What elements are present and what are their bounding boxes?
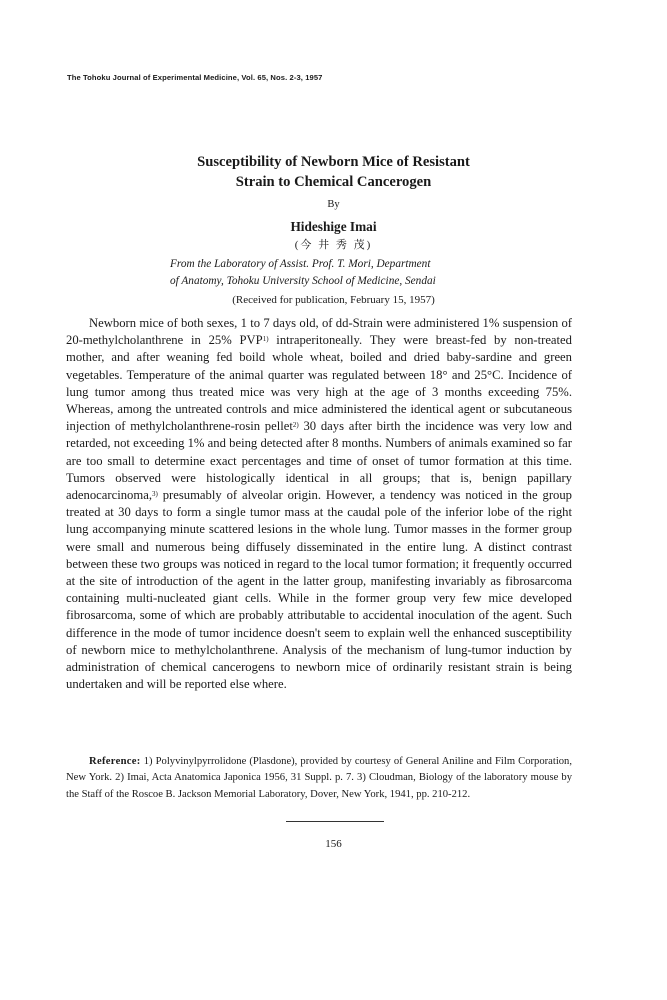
references xyxy=(66,754,572,803)
article-title xyxy=(0,152,667,192)
references-label: Reference: xyxy=(89,756,141,767)
footer-divider xyxy=(286,821,384,822)
title-line-2: Strain to Chemical Cancerogen xyxy=(235,174,432,190)
page-number: 156 xyxy=(325,838,342,850)
abstract-text-1: Newborn mice of both sexes, 1 to 7 days old, of dd-Strain were administered 1% suspension of 20-methylcholanthrene in 25% PVP xyxy=(66,316,572,348)
author-name: Hideshige Imai xyxy=(290,219,377,234)
affiliation xyxy=(170,256,570,290)
abstract-text-4: presumably of alveolar origin. However, a tendency was noticed in the group treated at 30 days to form a single tumor mass at the caudal pole of the inferior lobe of the right lung accompanying minute scattered lesions in the whole lung. Tumor masses in the former group were small and numerous being diffusely disseminated in the entire lung. A distinct contrast between these two groups was noticed in regard to the local tumor formation; it frequently occurred at the site of introduction of the agent in the latter group, manifesting invariably as fibrosarcoma containing multi-nucleated giant cells. While in the former group very few mice developed fibrosarcoma, some of which are probably attributable to accidental inoculation of the agent. Such difference in the mode of tumor incidence doesn't seem to explain well the enhanced susceptibility of newborn mice to methylcholanthrene. Analysis of the mechanism of lung-tumor induction by administration of chemical cancerogens to newborn mice of ordinarily resistant strain is being undertaken and will be reported else where. xyxy=(66,488,572,692)
footnote-marker-2: 2) xyxy=(292,421,299,430)
affiliation-line-2: of Anatomy, Tohoku University School of Medicine, Sendai xyxy=(170,275,436,287)
abstract-text-2: intraperitoneally. They were breast-fed by non-treated mother, and after weaning fed boild whole wheat, boiled and dried baby-sardine and green vegetables. Temperature of the animal quarter was regulated between 18° and 25°C. Incidence of lung tumor among thus treated mice was very high at the age of 3 months exceeding 75%. Whereas, among the untreated controls and mice administered the identical agent or subcutaneous injection of methylcholanthrene-rosin pellet xyxy=(66,333,572,434)
byline-by: By xyxy=(327,199,340,210)
abstract-paragraph xyxy=(66,315,572,693)
abstract-text-3: 30 days after birth the incidence was very low and retarded, not exceeding 1% and being detected after 8 months. Numbers of animals examined so far are too small to determine exact percentages and time of onset of tumor formation at this time. Tumors observed were histologically identical in all groups; that is, benign papillary adenocarcinoma, xyxy=(66,419,572,503)
title-line-1: Susceptibility of Newborn Mice of Resistant xyxy=(197,154,470,170)
affiliation-line-1: From the Laboratory of Assist. Prof. T. Mori, Department xyxy=(170,258,431,270)
author-name-japanese: (今 井 秀 茂) xyxy=(294,239,373,251)
footnote-marker-3: 3) xyxy=(151,490,158,499)
references-text: 1) Polyvinylpyrrolidone (Plasdone), provided by courtesy of General Aniline and Film Corporation, New York. 2) Imai, Acta Anatomica Japonica 1956, 31 Suppl. p. 7. 3) Cloudman, Biology of the laboratory mouse by the Staff of the Roscoe B. Jackson Memorial Laboratory, Dover, New York, 1941, pp. 210-212. xyxy=(66,756,572,800)
received-date: (Received for publication, February 15, 1957) xyxy=(232,294,435,306)
journal-header: The Tohoku Journal of Experimental Medicine, Vol. 65, Nos. 2-3, 1957 xyxy=(67,73,323,82)
footnote-marker-1: 1) xyxy=(262,335,269,344)
